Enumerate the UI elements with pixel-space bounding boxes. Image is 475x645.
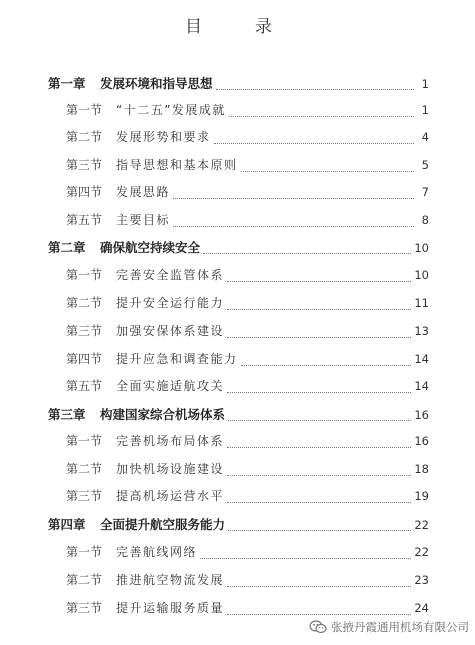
page-number: 19	[414, 489, 429, 503]
dot-leader	[227, 447, 411, 448]
dot-leader	[227, 502, 411, 503]
page-number: 11	[414, 296, 429, 310]
section-number: 第一节	[66, 434, 103, 448]
section-title: 主要目标	[116, 213, 171, 227]
page-number: 10	[414, 268, 429, 282]
toc-section-entry	[66, 101, 429, 121]
page-number: 16	[414, 408, 429, 422]
dot-leader	[227, 614, 411, 615]
toc-section-entry	[66, 350, 429, 370]
page-number: 5	[421, 158, 429, 172]
page-number: 7	[421, 185, 429, 199]
toc-section-entry	[66, 211, 429, 231]
section-number: 第二节	[66, 130, 103, 144]
chapter-title: 发展环境和指导思想	[100, 76, 213, 91]
section-number: 第三节	[66, 489, 103, 503]
watermark	[309, 619, 469, 635]
toc-section-entry	[66, 571, 429, 591]
page-number: 14	[414, 379, 429, 393]
dot-leader	[227, 309, 411, 310]
dot-leader	[229, 116, 414, 117]
dot-leader	[173, 198, 414, 199]
section-title: 加快机场设施建设	[116, 462, 225, 476]
section-number: 第四节	[66, 185, 103, 199]
section-title: 完善航线网络	[116, 545, 198, 559]
section-title: 全面实施适航攻关	[116, 379, 225, 393]
watermark-text: 张掖丹霞通用机场有限公司	[331, 620, 469, 634]
section-number: 第五节	[66, 379, 103, 393]
section-title: 提升应急和调查能力	[116, 352, 238, 366]
section-number: 第一节	[66, 545, 103, 559]
toc-section-entry	[66, 322, 429, 342]
page-number: 13	[414, 324, 429, 338]
toc-section-entry	[66, 156, 429, 176]
section-title: 指导思想和基本原则	[116, 158, 238, 172]
page-number: 16	[414, 434, 429, 448]
section-number: 第二节	[66, 296, 103, 310]
section-number: 第四节	[66, 352, 103, 366]
page-number: 24	[414, 601, 429, 615]
dot-leader	[227, 281, 411, 282]
section-title: 发展形势和要求	[116, 130, 211, 144]
dot-leader	[214, 143, 414, 144]
section-number: 第一节	[66, 268, 103, 282]
section-number: 第三节	[66, 324, 103, 338]
page-number: 14	[414, 352, 429, 366]
toc-section-entry	[66, 543, 429, 563]
wechat-icon	[309, 620, 327, 634]
dot-leader	[227, 475, 411, 476]
dot-leader	[227, 337, 411, 338]
dot-leader	[227, 392, 411, 393]
section-title: 完善机场布局体系	[116, 434, 225, 448]
page-number: 10	[414, 241, 429, 255]
toc-section-entry	[66, 128, 429, 148]
section-number: 第五节	[66, 213, 103, 227]
section-number: 第二节	[66, 462, 103, 476]
section-number: 第二节	[66, 573, 103, 587]
page-number: 22	[414, 518, 429, 532]
section-title: 推进航空物流发展	[116, 573, 225, 587]
page-number: 4	[421, 130, 429, 144]
section-title: 提升运输服务质量	[116, 601, 225, 615]
dot-leader	[173, 226, 414, 227]
page-number: 23	[414, 573, 429, 587]
section-number: 第三节	[66, 601, 103, 615]
section-title: “十二五”发展成就	[116, 103, 226, 117]
toc-section-entry	[66, 487, 429, 507]
toc-section-entry	[66, 294, 429, 314]
dot-leader	[228, 420, 411, 421]
section-title: 提高机场运营水平	[116, 489, 225, 503]
dot-leader	[241, 171, 414, 172]
dot-leader	[228, 530, 411, 531]
chapter-number: 第一章	[48, 76, 86, 91]
section-number: 第一节	[66, 103, 103, 117]
page-number: 18	[414, 462, 429, 476]
dot-leader	[200, 558, 411, 559]
toc-chapter-entry	[48, 74, 429, 94]
toc-section-entry	[66, 183, 429, 203]
page-number: 8	[421, 213, 429, 227]
section-number: 第三节	[66, 158, 103, 172]
toc-section-entry	[66, 377, 429, 397]
section-title: 发展思路	[116, 185, 171, 199]
section-title: 提升安全运行能力	[116, 296, 225, 310]
chapter-number: 第四章	[48, 517, 86, 532]
dot-leader	[241, 365, 412, 366]
dot-leader	[216, 89, 414, 90]
dot-leader	[203, 253, 411, 254]
toc-chapter-entry	[48, 405, 429, 425]
page-number: 1	[421, 103, 429, 117]
page-number: 1	[421, 77, 429, 91]
toc-section-entry	[66, 432, 429, 452]
section-title: 完善安全监管体系	[116, 268, 225, 282]
toc-section-entry	[66, 460, 429, 480]
page-title: 目 录	[185, 17, 290, 37]
page-number: 22	[414, 545, 429, 559]
section-title: 加强安保体系建设	[116, 324, 225, 338]
chapter-title: 全面提升航空服务能力	[100, 517, 226, 532]
chapter-number: 第三章	[48, 407, 86, 422]
toc-chapter-entry	[48, 515, 429, 535]
chapter-title: 构建国家综合机场体系	[100, 407, 226, 422]
toc-section-entry	[66, 599, 429, 619]
toc-section-entry	[66, 266, 429, 286]
chapter-number: 第二章	[48, 240, 86, 255]
toc-chapter-entry	[48, 238, 429, 258]
dot-leader	[227, 586, 411, 587]
chapter-title: 确保航空持续安全	[100, 240, 201, 255]
